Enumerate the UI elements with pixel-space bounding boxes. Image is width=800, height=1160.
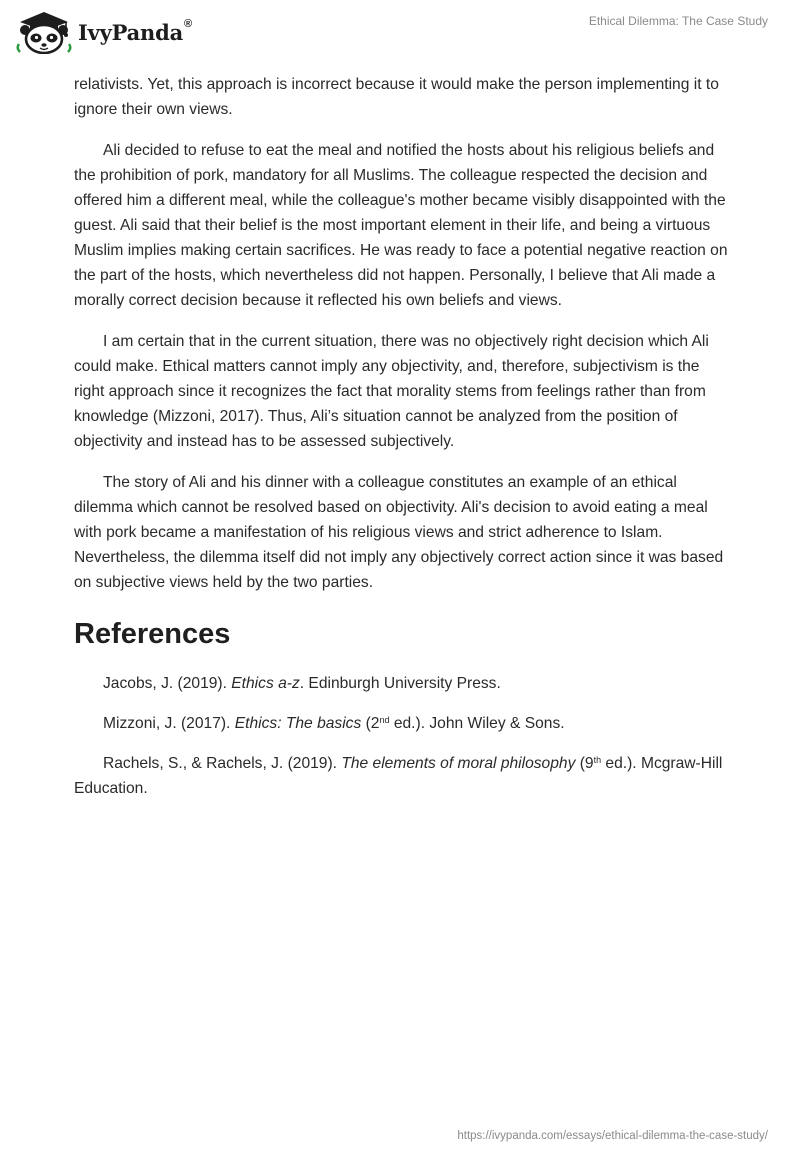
- document-title: Ethical Dilemma: The Case Study: [588, 14, 768, 28]
- source-url[interactable]: https://ivypanda.com/essays/ethical-dilemma-the-case-study/: [457, 1130, 768, 1142]
- essay-content: [74, 72, 730, 816]
- paragraph: The story of Ali and his dinner with a colleague constitutes an example of an ethical dilemma which cannot be resolved based on objectivity. Ali's decision to avoid eating a meal with pork became a manifestation of his religious views and strict adherence to Islam. Nevertheless, the dilemma itself did not imply any objectively correct action since it was based on subjective views held by the two parties.: [74, 474, 724, 591]
- reference-item: Jacobs, J. (2019). Ethics a-z. Edinburgh University Press.: [103, 675, 501, 692]
- page-header: [0, 0, 800, 70]
- logo[interactable]: [14, 8, 192, 54]
- reference-title: Ethics: The basics: [234, 715, 362, 732]
- logo-wordmark: IvyPanda®: [78, 17, 192, 45]
- paragraph: I am certain that in the current situation, there was no objectively right decision which Ali could make. Ethical matters cannot imply any objectivity, and, therefore, subjectivism is the right approach since it recognizes the fact that morality stems from feelings rather than from knowledge (Mizzoni, 2017). Thus, Ali’s situation cannot be analyzed from the position of objectivity and instead has to be assessed subjectively.: [74, 333, 709, 450]
- paragraph: Ali decided to refuse to eat the meal and notified the hosts about his religious beliefs and the prohibition of pork, mandatory for all Muslims. The colleague respected the decision and offered him a different meal, while the colleague's mother became visibly disappointed with the guest. Ali said that their belief is the most important element in their life, and being a virtuous Muslim implies making certain sacrifices. He was ready to face a potential negative reaction on the part of the hosts, which nevertheless did not happen. Personally, I believe that Ali made a morally correct decision because it reflected his own beliefs and views.: [74, 142, 728, 309]
- paragraph: relativists. Yet, this approach is incorrect because it would make the person implementing it to ignore their own views.: [74, 76, 719, 118]
- panda-graduate-icon: [14, 8, 72, 54]
- reference-title: The elements of moral philosophy: [341, 755, 576, 772]
- reference-item: Rachels, S., & Rachels, J. (2019). The elements of moral philosophy (9th ed.). Mcgraw-Hill Education.: [74, 755, 723, 797]
- reference-item: Mizzoni, J. (2017). Ethics: The basics (2nd ed.). John Wiley & Sons.: [103, 715, 565, 732]
- references-heading: References: [74, 618, 231, 650]
- reference-title: Ethics a-z: [231, 675, 300, 692]
